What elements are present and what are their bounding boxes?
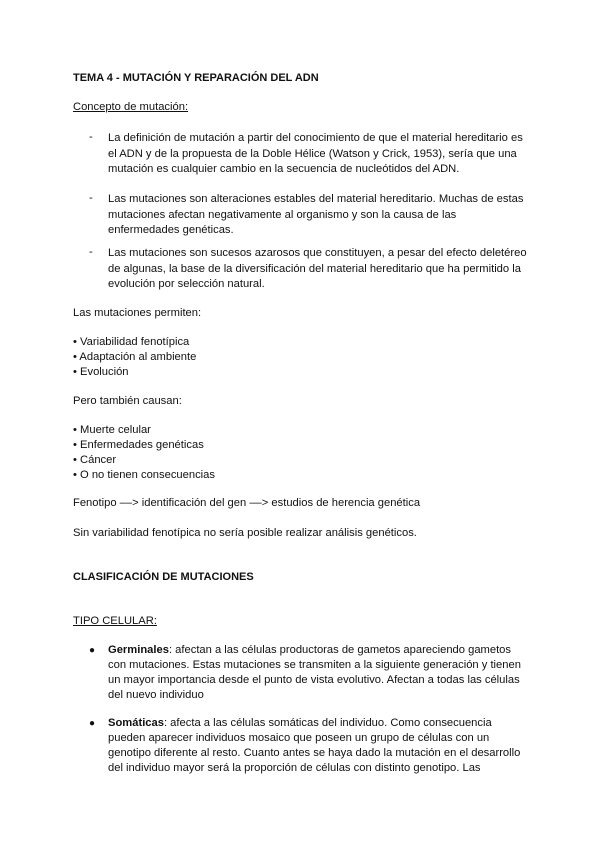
concepto-item-text: Las mutaciones son sucesos azarosos que constituyen, a pesar del efecto deletéreo de algunas, la base de la diversificación del material hereditario que ha permitido la evolución por selección natural. bbox=[108, 247, 527, 290]
causan-heading: Pero también causan: bbox=[73, 395, 182, 407]
fenotipo-line: Fenotipo ––> identificación del gen ––> estudios de herencia genética bbox=[73, 497, 421, 509]
tipo-item-description: : afecta a las células somáticas del individuo. Como consecuencia pueden aparecer individuos mosaico que poseen un grupo de células con un genotipo diferente al resto. Cuanto antes se haya dado la mutación en el desarrollo del individuo mayor será la proporción de células con distinto genotipo. Las bbox=[108, 717, 521, 774]
concepto-item-text: Las mutaciones son alteraciones estables del material hereditario. Muchas de estas mutaciones afectan negativamente al organismo y son la causa de las enfermedades genéticas. bbox=[108, 193, 524, 236]
permiten-heading: Las mutaciones permiten: bbox=[73, 307, 202, 319]
permiten-item: • Evolución bbox=[73, 366, 129, 378]
tipo-item-term: Germinales bbox=[108, 644, 169, 656]
tipo-item-text bbox=[108, 643, 532, 703]
document-title: TEMA 4 - MUTACIÓN Y REPARACIÓN DEL ADN bbox=[73, 72, 319, 84]
causan-item: • Cáncer bbox=[73, 454, 117, 466]
clasificacion-title: CLASIFICACIÓN DE MUTACIONES bbox=[73, 571, 254, 583]
tipo-celular-heading: TIPO CELULAR: bbox=[73, 615, 157, 627]
dash-marker: - bbox=[89, 192, 93, 204]
tipo-item-term: Somáticas bbox=[108, 717, 164, 729]
concepto-heading: Concepto de mutación: bbox=[73, 101, 189, 113]
permiten-item: • Variabilidad fenotípica bbox=[73, 336, 190, 348]
tipo-item-text bbox=[108, 716, 532, 776]
dash-marker: - bbox=[89, 131, 93, 143]
causan-item: • Enfermedades genéticas bbox=[73, 439, 204, 451]
permiten-item: • Adaptación al ambiente bbox=[73, 351, 197, 363]
dash-marker: - bbox=[89, 246, 93, 258]
causan-item: • O no tienen consecuencias bbox=[73, 469, 215, 481]
bullet-marker: ● bbox=[89, 718, 96, 729]
sin-variabilidad-text: Sin variabilidad fenotípica no sería posible realizar análisis genéticos. bbox=[73, 527, 417, 539]
tipo-item-description: : afectan a las células productoras de gametos apareciendo gametos con mutaciones. Estas mutaciones se transmiten a la siguiente generación y tienen un mayor importancia desde el punto de vista evolutivo. Afectan a todas las células del nuevo individuo bbox=[108, 644, 521, 701]
causan-item: • Muerte celular bbox=[73, 424, 151, 436]
concepto-item-text: La definición de mutación a partir del conocimiento de que el material hereditario es el ADN y de la propuesta de la Doble Hélice (Watson y Crick, 1953), sería que una mutación es cualquier cambio en la secuencia de nucleótidos del ADN. bbox=[108, 132, 523, 175]
bullet-marker: ● bbox=[89, 645, 96, 656]
